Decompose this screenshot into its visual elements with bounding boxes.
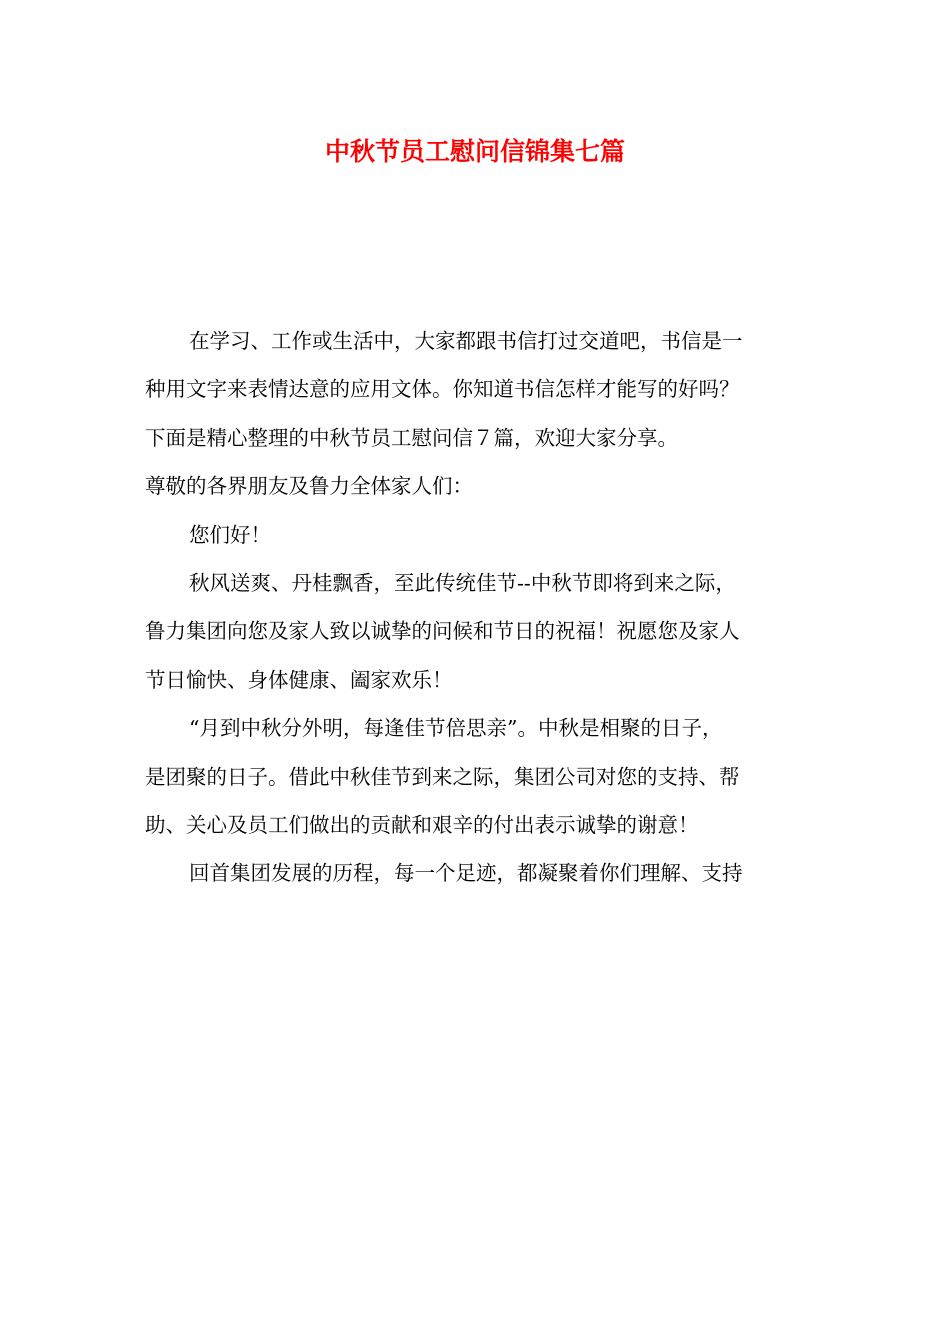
- body-line: 是团聚的日子。借此中秋佳节到来之际，集团公司对您的支持、帮: [145, 764, 740, 789]
- document-body: [145, 317, 810, 898]
- body-line: 节日愉快、身体健康、阖家欢乐！: [145, 667, 453, 692]
- body-line: 下面是精心整理的中秋节员工慰问信７篇，欢迎大家分享。: [145, 425, 678, 450]
- salutation: 尊敬的各界朋友及鲁力全体家人们：: [145, 474, 473, 499]
- body-line: “月到中秋分外明，每逢佳节倍思亲”。中秋是相聚的日子，: [189, 716, 723, 741]
- body-line: 种用文字来表情达意的应用文体。你知道书信怎样才能写的好吗？: [145, 377, 740, 402]
- document-title: 中秋节员工慰问信锦集七篇: [324, 137, 625, 166]
- body-line: 助、关心及员工们做出的贡献和艰辛的付出表示诚挚的谢意！: [145, 812, 699, 837]
- greeting: 您们好！: [189, 522, 271, 547]
- body-line: 秋风送爽、丹桂飘香，至此传统佳节--中秋节即将到来之际，: [189, 570, 736, 595]
- body-line: 在学习、工作或生活中，大家都跟书信打过交道吧，书信是一: [189, 329, 743, 353]
- body-line: 回首集团发展的历程，每一个足迹，都凝聚着你们理解、支持: [189, 861, 743, 886]
- body-line: 鲁力集团向您及家人致以诚挚的问候和节日的祝福！祝愿您及家人: [145, 619, 740, 644]
